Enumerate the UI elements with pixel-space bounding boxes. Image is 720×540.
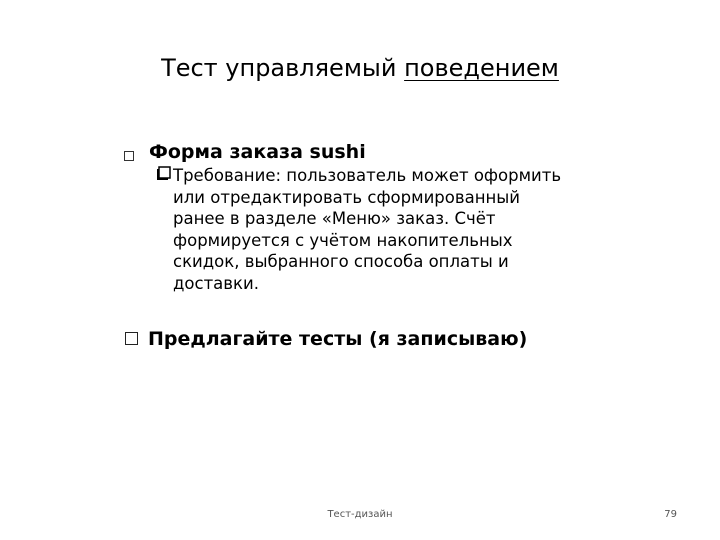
bullet-1-text: Форма заказа sushi <box>149 141 366 163</box>
slide-title <box>0 52 720 84</box>
checkbox-bullet-icon <box>155 165 171 183</box>
square-bullet-icon <box>125 332 138 345</box>
bullet-2-text: Предлагайте тесты (я записываю) <box>148 328 528 350</box>
slide-title-underlined: поведением <box>404 54 559 82</box>
slide-title-plain: Тест управляемый <box>161 54 405 82</box>
square-bullet-icon <box>124 151 134 161</box>
footer-title: Тест-дизайн <box>327 509 393 520</box>
page-number: 79 <box>664 509 677 520</box>
bullet-1-sub-text: Требование: пользователь может оформить или отредактировать сформированный ранее в разделе «Меню» заказ. Счёт формируется с учётом накопительных скидок, выбранного способа оплаты и доставки. <box>173 166 562 293</box>
